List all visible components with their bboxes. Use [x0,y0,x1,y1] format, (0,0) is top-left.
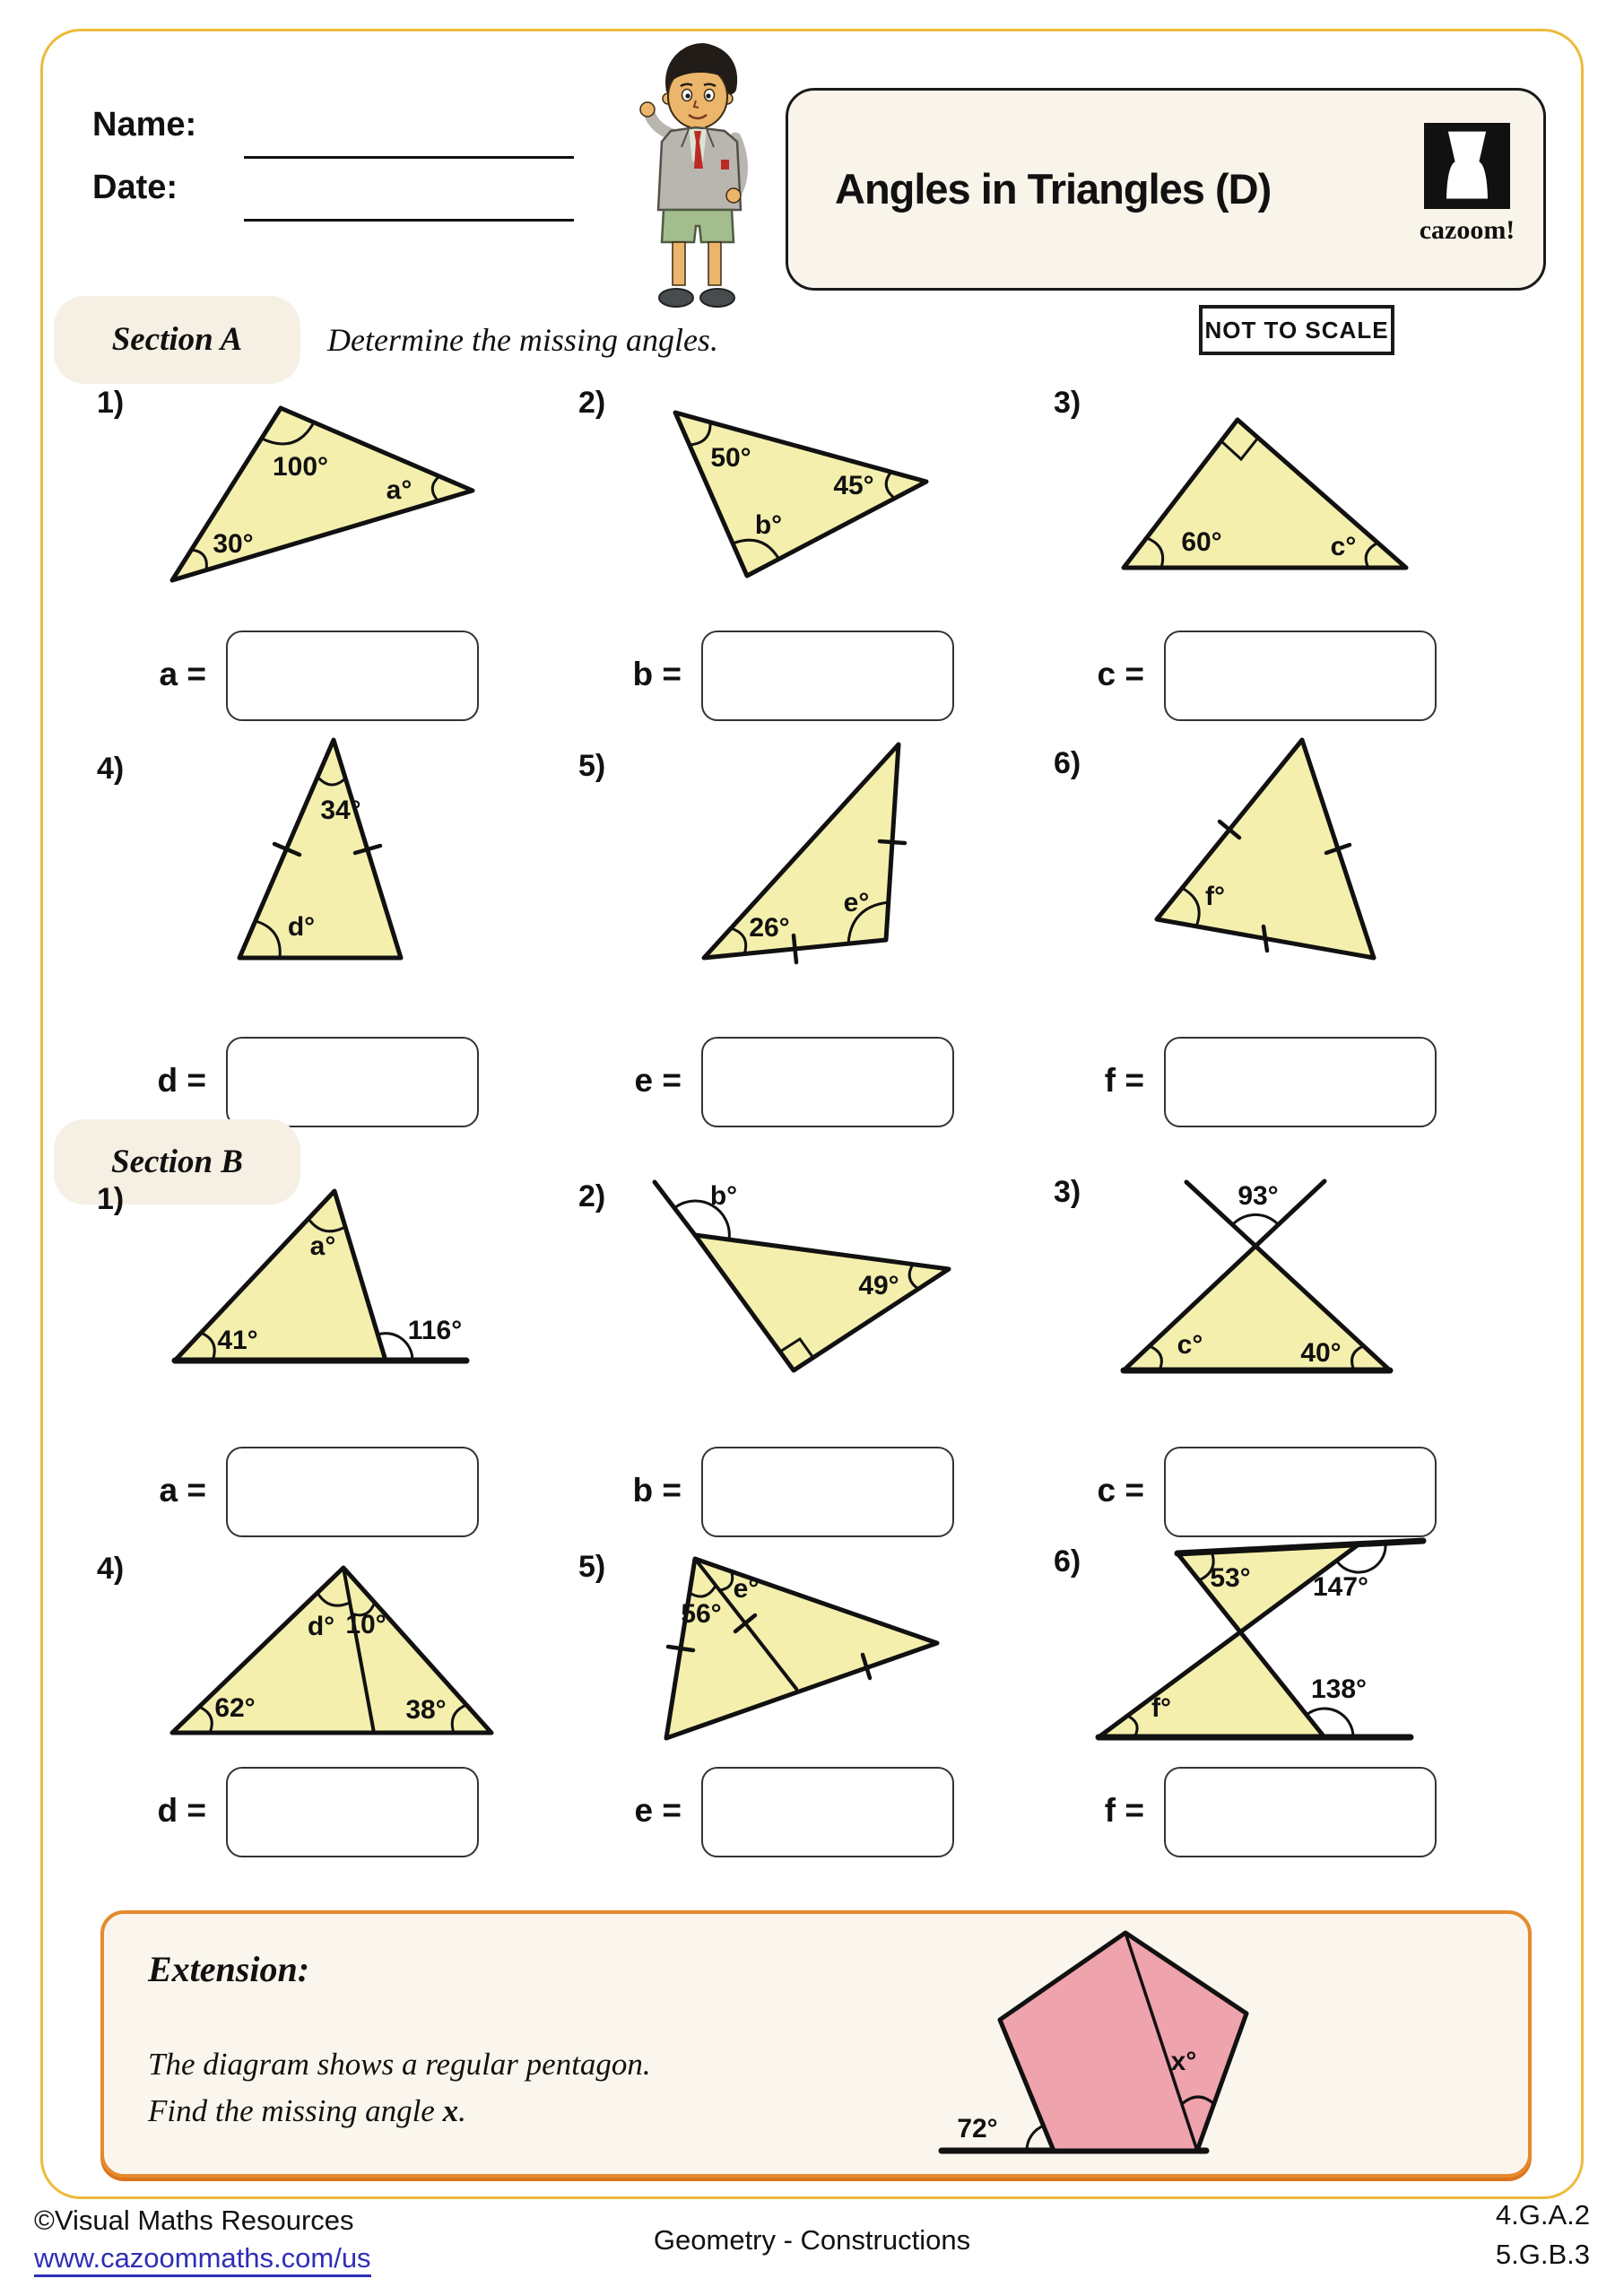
extension-line2: Find the missing angle x. [148,2093,466,2128]
angle-label: 50° [710,443,751,473]
angle-label: e° [733,1574,760,1604]
diagram-a4-triangle [126,735,502,978]
footer-copyright: ©Visual Maths Resources [34,2205,354,2236]
answer-label-b: b = [632,656,682,692]
answer-label-b: b = [632,1472,682,1509]
problem-b2-number: 2) [578,1179,606,1213]
angle-label: 41° [217,1326,258,1355]
problem-b1-number: 1) [97,1182,125,1216]
cazoom-logo [1409,123,1525,246]
footer-standard-1: 4.G.A.2 [1495,2199,1590,2231]
diagram-a3-triangle [1049,395,1444,601]
answer-label-d: d = [157,1062,206,1099]
angle-label: 53° [1210,1563,1251,1593]
angle-label: 34° [320,796,361,825]
angle-label: e° [843,888,870,918]
angle-label: d° [287,912,316,942]
problem-a1-number: 1) [97,386,125,420]
angle-label: 138° [1310,1674,1368,1704]
answer-label-d: d = [157,1792,206,1829]
answer-label-a: a = [159,1472,206,1509]
answer-box-b3[interactable] [1164,1447,1437,1537]
angle-label: 62° [214,1693,256,1723]
problem-a4-number: 4) [97,752,125,786]
angle-label: x° [1170,2047,1197,2076]
angle-label: d° [307,1612,335,1641]
angle-label: 40° [1300,1338,1342,1368]
diagram-a5-triangle [592,735,968,978]
title-box [786,88,1546,291]
answer-label-a: a = [159,656,206,692]
answer-label-f: f = [1104,1062,1144,1099]
footer-standard-2: 5.G.B.3 [1495,2239,1590,2270]
diagram-b5-triangle [592,1552,986,1785]
problem-b5-number: 5) [578,1550,606,1584]
problem-a2-number: 2) [578,386,606,420]
extension-line1: The diagram shows a regular pentagon. [148,2047,651,2082]
answer-box-a5[interactable] [701,1037,954,1127]
angle-label: 93° [1238,1181,1279,1211]
diagram-b6-triangles [1067,1525,1462,1758]
angle-label: c° [1330,532,1357,561]
cartoon-boy-waving-icon [619,38,776,311]
diagram-b3-triangle [1067,1166,1444,1390]
angle-label: 26° [749,913,790,943]
section-a-pill [54,296,300,384]
angle-label: 30° [213,529,254,559]
page-title: Angles in Triangles (D) [835,165,1272,213]
section-b-label: Section B [111,1144,243,1180]
angle-label: 49° [858,1271,899,1300]
angle-label: 38° [405,1695,447,1725]
logo-wordmark: cazoom! [1419,215,1515,245]
angle-label: 45° [833,471,874,500]
angle-label: 72° [957,2114,998,2144]
footer-topic: Geometry - Constructions [653,2224,971,2256]
problem-a5-number: 5) [578,749,606,783]
answer-box-a1[interactable] [226,631,479,721]
section-a-label: Section A [111,321,243,358]
problem-a6-number: 6) [1054,746,1081,780]
angle-label: f° [1205,882,1225,911]
answer-box-a4[interactable] [226,1037,479,1127]
diagram-pentagon [897,1919,1273,2166]
problem-b4-number: 4) [97,1552,125,1586]
answer-box-b4[interactable] [226,1767,479,1857]
name-input-line[interactable] [244,156,574,159]
angle-label: 100° [272,452,329,482]
angle-label: 10° [345,1610,386,1639]
answer-box-b6[interactable] [1164,1767,1437,1857]
answer-box-b1[interactable] [226,1447,479,1537]
answer-box-b2[interactable] [701,1447,954,1537]
problem-a3-number: 3) [1054,386,1081,420]
angle-label: 116° [407,1316,463,1345]
angle-label: 60° [1181,527,1222,557]
angle-label: f° [1151,1693,1171,1723]
diagram-a2-triangle [574,395,968,601]
angle-label: b° [754,510,783,540]
not-to-scale-badge: NOT TO SCALE [1199,305,1394,355]
angle-label: c° [1177,1330,1203,1360]
angle-label: 56° [681,1599,722,1629]
answer-box-b5[interactable] [701,1767,954,1857]
angle-label: a° [386,475,413,505]
answer-label-c: c = [1097,1472,1144,1509]
angle-label: a° [309,1231,336,1261]
name-label: Name: [92,106,197,144]
diagram-a1-triangle [126,395,502,601]
answer-label-c: c = [1097,656,1144,692]
diagram-b1-triangle [126,1175,520,1381]
answer-box-a2[interactable] [701,631,954,721]
problem-b6-number: 6) [1054,1544,1081,1578]
answer-label-f: f = [1104,1792,1144,1829]
date-input-line[interactable] [244,219,574,222]
answer-label-e: e = [634,1792,682,1829]
answer-box-a6[interactable] [1164,1037,1437,1127]
diagram-b4-triangle [126,1561,520,1785]
angle-label: b° [709,1181,738,1211]
answer-box-a3[interactable] [1164,631,1437,721]
extension-box [100,1910,1532,2178]
angle-label: 147° [1312,1572,1369,1602]
answer-label-e: e = [634,1062,682,1099]
footer-url-link[interactable]: www.cazoommaths.com/us [34,2242,371,2277]
cazoom-drum-icon [1424,123,1510,209]
diagram-a6-triangle [1049,735,1444,978]
extension-title: Extension: [148,1949,310,1989]
date-label: Date: [92,169,178,206]
diagram-b2-triangle [592,1175,986,1390]
problem-b3-number: 3) [1054,1175,1081,1209]
instruction-text: Determine the missing angles. [327,322,718,358]
